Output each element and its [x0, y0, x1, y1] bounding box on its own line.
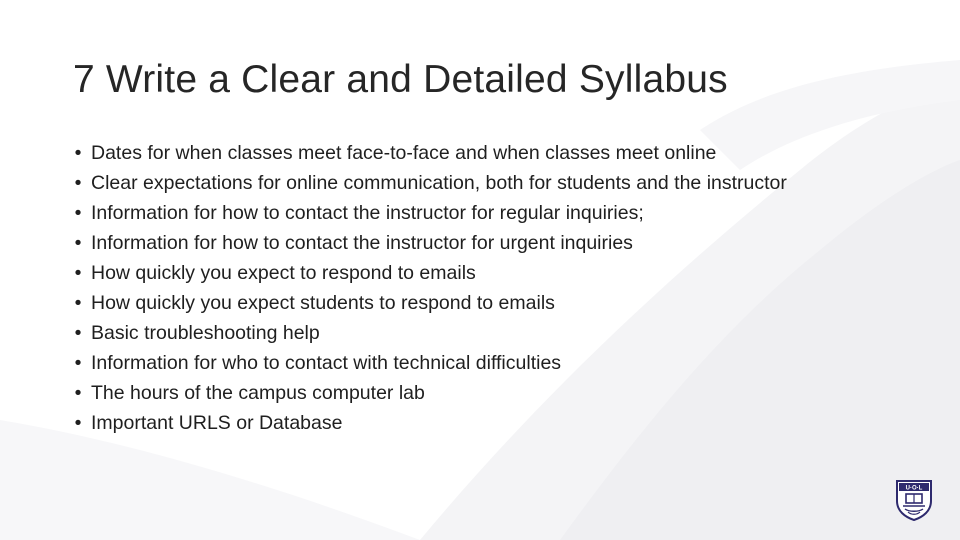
list-item	[72, 383, 832, 404]
list-item	[72, 173, 832, 194]
bullet-text: How quickly you expect to respond to emails	[91, 262, 476, 284]
bullet-marker: •	[74, 382, 82, 404]
list-item	[72, 293, 832, 314]
bullet-text: Information for how to contact the instructor for urgent inquiries	[91, 232, 633, 254]
bullet-text: The hours of the campus computer lab	[91, 382, 425, 404]
bullet-marker: •	[74, 172, 82, 194]
bullet-marker: •	[74, 262, 82, 284]
bullet-text: Information for who to contact with technical difficulties	[91, 352, 562, 374]
bullet-marker: •	[74, 232, 82, 254]
bullet-text: Information for how to contact the instructor for regular inquiries;	[91, 202, 644, 224]
list-item	[72, 233, 832, 254]
list-item	[72, 143, 832, 164]
bullet-marker: •	[74, 142, 82, 164]
list-item	[72, 413, 832, 434]
list-item	[72, 323, 832, 344]
slide-title: 7 Write a Clear and Detailed Syllabus	[73, 58, 728, 101]
bullet-marker: •	[74, 292, 82, 314]
list-item	[72, 353, 832, 374]
bullet-list	[72, 143, 832, 434]
bullet-text: Important URLS or Database	[91, 412, 343, 434]
bullet-marker: •	[74, 202, 82, 224]
bullet-text: Basic troubleshooting help	[91, 322, 320, 344]
list-item	[72, 263, 832, 284]
bullet-text: Clear expectations for online communication, both for students and the instructor	[91, 172, 787, 194]
bullet-marker: •	[74, 322, 82, 344]
crest-text: U·O·L	[905, 485, 923, 492]
bullet-text: Dates for when classes meet face-to-face and when classes meet online	[91, 142, 717, 164]
university-crest-icon	[894, 479, 934, 521]
list-item	[72, 203, 832, 224]
bullet-marker: •	[74, 352, 82, 374]
bullet-text: How quickly you expect students to respond to emails	[91, 292, 555, 314]
bullet-marker: •	[74, 412, 82, 434]
